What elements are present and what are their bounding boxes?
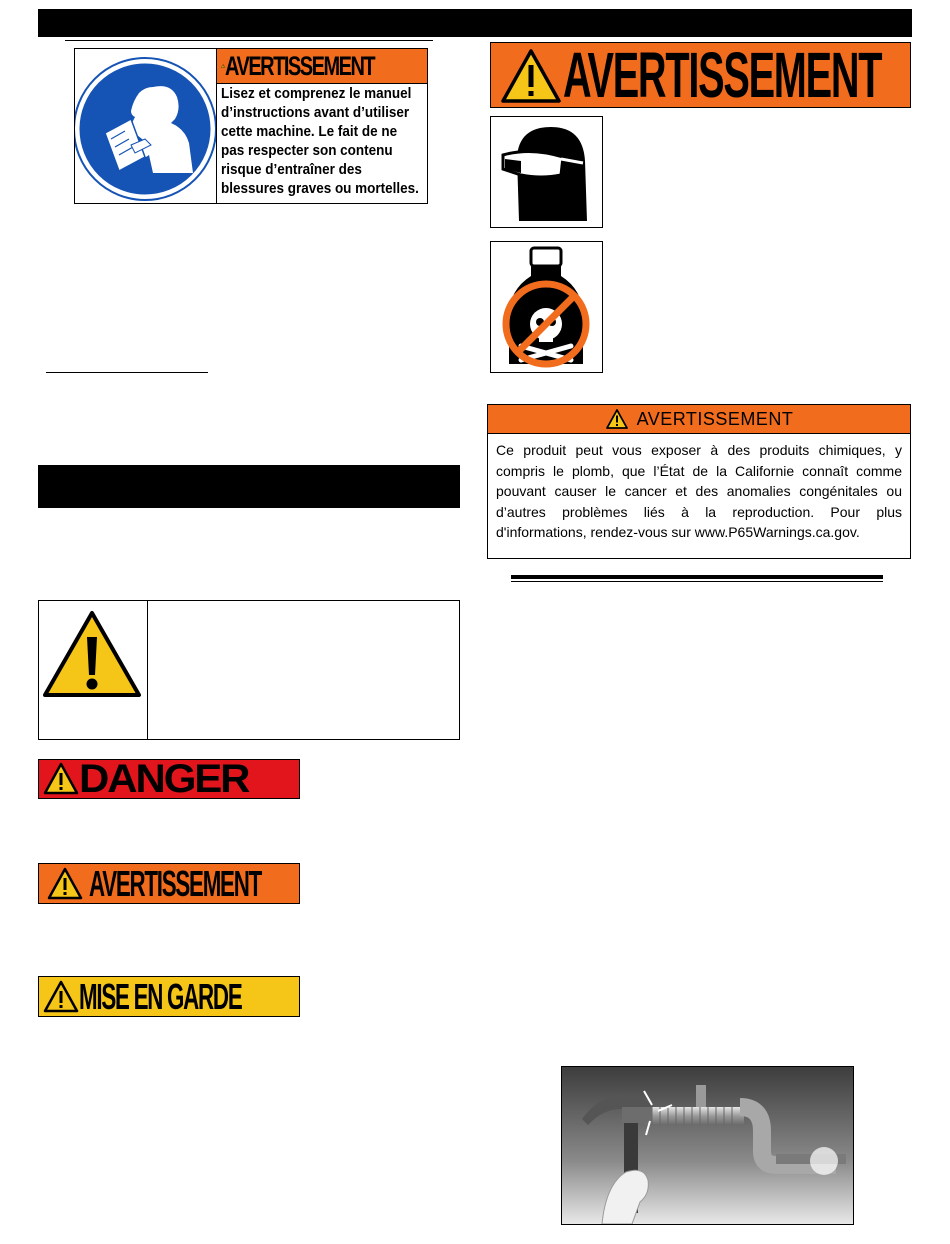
warning-triangle-icon bbox=[39, 865, 85, 903]
top-warning-label: AVERTISSEMENT bbox=[563, 42, 882, 108]
prop65-warning bbox=[487, 404, 911, 559]
warning-triangle-icon bbox=[39, 760, 79, 798]
pipe-strike-illustration bbox=[561, 1066, 854, 1225]
danger-banner bbox=[38, 759, 300, 799]
read-manual-pictogram bbox=[75, 49, 217, 203]
sign-header bbox=[217, 49, 427, 84]
caution-banner bbox=[38, 976, 300, 1017]
read-manual-sign bbox=[74, 48, 428, 204]
safety-alert-cell bbox=[39, 601, 148, 739]
read-manual-icon bbox=[75, 49, 216, 203]
sign-header-label: AVERTISSEMENT bbox=[225, 50, 375, 81]
no-poison-icon bbox=[491, 242, 602, 372]
divider bbox=[65, 40, 433, 41]
warning-triangle-icon bbox=[605, 408, 629, 430]
safety-glasses-icon bbox=[491, 117, 602, 227]
eye-protection-pictogram bbox=[490, 116, 603, 228]
warning-triangle-icon bbox=[491, 43, 563, 107]
prop65-header bbox=[488, 405, 910, 434]
section-header-bar bbox=[38, 9, 912, 37]
sign-text: Lisez et comprenez le manuel d’instructions avant d’utiliser cette machine. Le fait de ne pas respecter son contenu risque d’entraîner des blessures graves ou mortelles. bbox=[221, 86, 419, 197]
divider bbox=[511, 575, 883, 579]
caution-label: MISE EN GARDE bbox=[79, 976, 242, 1017]
prop65-header-label: AVERTISSEMENT bbox=[636, 408, 794, 429]
underline-rule bbox=[46, 372, 208, 373]
safety-alert-box bbox=[38, 600, 460, 740]
section-heading-bar bbox=[38, 465, 460, 508]
divider bbox=[511, 581, 883, 582]
hammer-pipe-image bbox=[562, 1067, 853, 1224]
warning-banner bbox=[38, 863, 300, 904]
warning-triangle-icon bbox=[39, 978, 79, 1016]
warning-label: AVERTISSEMENT bbox=[89, 863, 261, 904]
prop65-text: Ce produit peut vous exposer à des produits chimiques, y compris le plomb, que l’État de la Californie connaît comme pouvant causer le cancer et des anomalies congénitales ou d’autres problèmes liés à la reproduction. Pour plus d'informations, rendez-vous sur www.P65Warnings.ca.gov. bbox=[496, 442, 902, 540]
danger-label: DANGER bbox=[79, 759, 249, 799]
safety-alert-icon bbox=[39, 601, 147, 739]
poison-pictogram bbox=[490, 241, 603, 373]
top-warning-banner bbox=[490, 42, 911, 108]
